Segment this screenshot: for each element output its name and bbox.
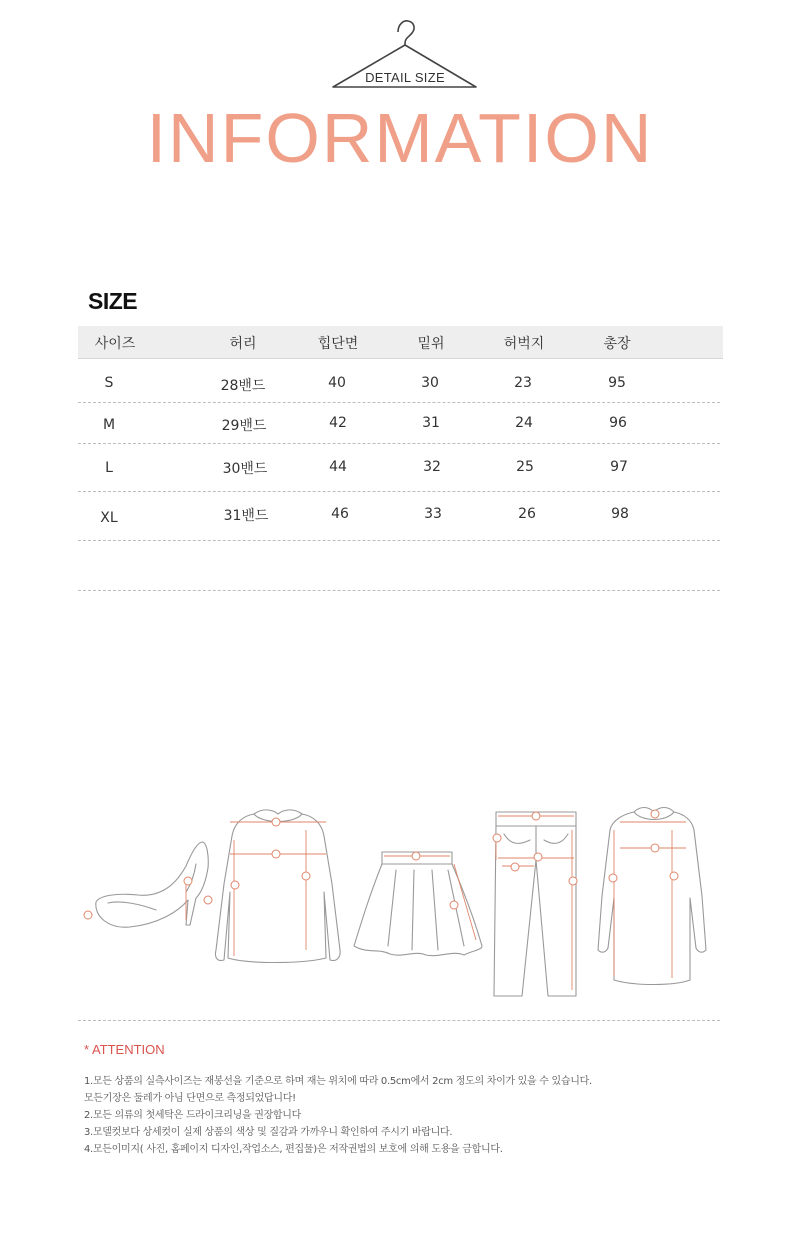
row-divider xyxy=(78,590,720,591)
detail-size-label: DETAIL SIZE xyxy=(365,70,445,85)
skirt-icon xyxy=(354,852,482,956)
table-cell: 96 xyxy=(609,415,627,431)
column-header-thigh: 허벅지 xyxy=(503,336,545,352)
column-header-size: 사이즈 xyxy=(94,336,136,352)
table-cell: 46 xyxy=(331,506,349,522)
table-cell: M xyxy=(102,417,116,433)
garment-measurement-illustrations xyxy=(78,800,723,1005)
size-heading: SIZE xyxy=(88,288,138,314)
table-cell: 33 xyxy=(424,506,442,522)
table-cell: 40 xyxy=(328,375,346,391)
table-cell: 30 xyxy=(421,375,439,391)
attention-notes xyxy=(84,1073,592,1158)
table-cell: 31밴드 xyxy=(223,508,269,524)
row-divider xyxy=(78,540,720,541)
table-cell: 44 xyxy=(329,459,347,475)
table-cell: 26 xyxy=(518,506,536,522)
table-cell: L xyxy=(105,460,113,476)
table-cell: 28밴드 xyxy=(220,378,266,394)
column-header-hip: 힙단면 xyxy=(317,336,359,352)
column-header-waist: 허리 xyxy=(229,336,257,352)
attention-heading: * ATTENTION xyxy=(84,1042,165,1057)
row-divider xyxy=(78,443,720,444)
table-cell: 25 xyxy=(516,459,534,475)
table-cell: 32 xyxy=(423,459,441,475)
attention-note: 모든기장은 둘레가 아님 단면으로 측정되었답니다! xyxy=(84,1093,296,1104)
section-divider xyxy=(78,1020,720,1021)
table-cell: XL xyxy=(100,510,118,526)
column-header-rise: 밑위 xyxy=(417,336,445,352)
row-divider xyxy=(78,491,720,492)
table-cell: 30밴드 xyxy=(222,461,268,477)
table-cell: 29밴드 xyxy=(221,418,267,434)
page-title: INFORMATION xyxy=(146,99,654,177)
table-cell: 42 xyxy=(329,415,347,431)
table-cell: 97 xyxy=(610,459,628,475)
attention-note: 3.모델컷보다 상세컷이 실제 상품의 색상 및 질감과 가까우니 확인하여 주시기 바랍니다. xyxy=(84,1127,453,1138)
attention-note: 1.모든 상품의 실측사이즈는 재봉선을 기준으로 하며 재는 위치에 따라 0.5cm에서 2cm 정도의 차이가 있을 수 있습니다. xyxy=(84,1076,592,1087)
table-cell: 31 xyxy=(422,415,440,431)
attention-note: 2.모든 의류의 첫세탁은 드라이크리닝을 권장합니다 xyxy=(84,1110,302,1121)
column-header-length: 총장 xyxy=(603,336,631,352)
pants-icon xyxy=(494,812,576,996)
high-heel-shoe-icon xyxy=(96,842,208,927)
attention-note: 4.모든이미지( 사진, 홈페이지 디자인,작업소스, 편집물)은 저작권법의 보호에 의해 도용을 금합니다. xyxy=(84,1144,503,1155)
row-divider xyxy=(78,402,720,403)
table-cell: 23 xyxy=(514,375,532,391)
table-cell: 24 xyxy=(515,415,533,431)
table-cell: 95 xyxy=(608,375,626,391)
table-cell: 98 xyxy=(611,506,629,522)
table-cell: S xyxy=(104,375,114,391)
